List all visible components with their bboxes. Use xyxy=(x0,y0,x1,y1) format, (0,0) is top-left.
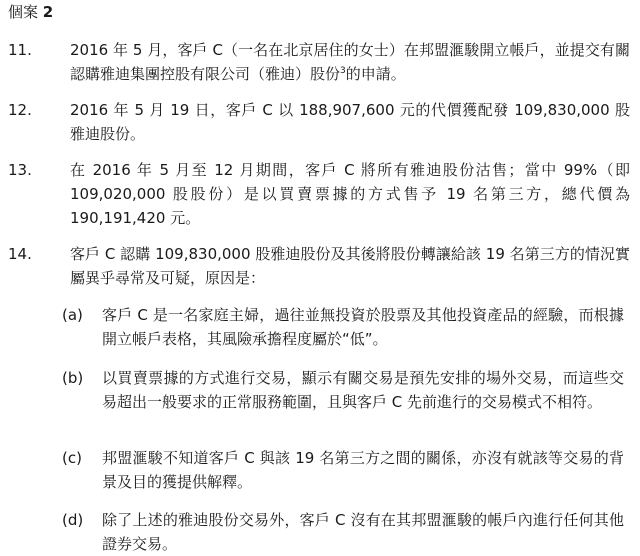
sub-item-text: 客戶 C 是一名家庭主婦，過往並無投資於股票及其他投資產品的經驗，而根據開立帳戶表格，其風險承擔程度屬於“低”。 xyxy=(102,306,624,348)
paragraph-text xyxy=(70,38,630,86)
footnote-marker[interactable]: 3 xyxy=(340,66,346,76)
paragraph-text-after: 的申請。 xyxy=(345,65,406,83)
sub-item-text: 邦盟滙駿不知道客戶 C 與該 19 名第三方之間的關係，亦沒有就該等交易的背景及目的獲提供解釋。 xyxy=(102,449,624,491)
sub-item-text: 除了上述的雅迪股份交易外，客戶 C 沒有在其邦盟滙駿的帳戶內進行任何其他證券交易。 xyxy=(102,511,624,553)
paragraph-number: 11. xyxy=(8,41,32,59)
sub-item-label: (b) xyxy=(62,369,84,387)
paragraph-number: 12. xyxy=(8,101,32,119)
sub-item-label: (a) xyxy=(62,306,83,324)
sub-item-text: 以買賣票據的方式進行交易，顯示有關交易是預先安排的場外交易，而這些交易超出一般要求的正常服務範圍，且與客戶 C 先前進行的交易模式不相符。 xyxy=(102,369,624,411)
paragraph-text: 客戶 C 認購 109,830,000 股雅迪股份及其後將股份轉讓給該 19 名第三方的情況實屬異乎尋常及可疑，原因是： xyxy=(70,245,630,287)
paragraph-number: 14. xyxy=(8,245,32,263)
sub-item-label: (d) xyxy=(62,511,84,529)
case-heading-number: 2 xyxy=(42,3,54,21)
case-heading xyxy=(8,2,53,22)
paragraph-text: 2016 年 5 月 19 日，客戶 C 以 188,907,600 元的代價獲配發 109,830,000 股雅迪股份。 xyxy=(70,101,630,143)
paragraph-text: 在 2016 年 5 月至 12 月期間，客戶 C 將所有雅迪股份沽售；當中 99%（即 109,020,000 股股份）是以買賣票據的方式售予 19 名第三方，總代價為 190,191,420 元。 xyxy=(70,161,630,227)
paragraph-text-before: 2016 年 5 月，客戶 C（一名在北京居住的女士）在邦盟滙駿開立帳戶，並提交有關認購雅迪集團控股有限公司（雅迪）股份 xyxy=(70,41,630,83)
sub-item-label: (c) xyxy=(62,449,82,467)
paragraph-number: 13. xyxy=(8,161,32,179)
case-heading-prefix: 個案 xyxy=(8,3,39,21)
